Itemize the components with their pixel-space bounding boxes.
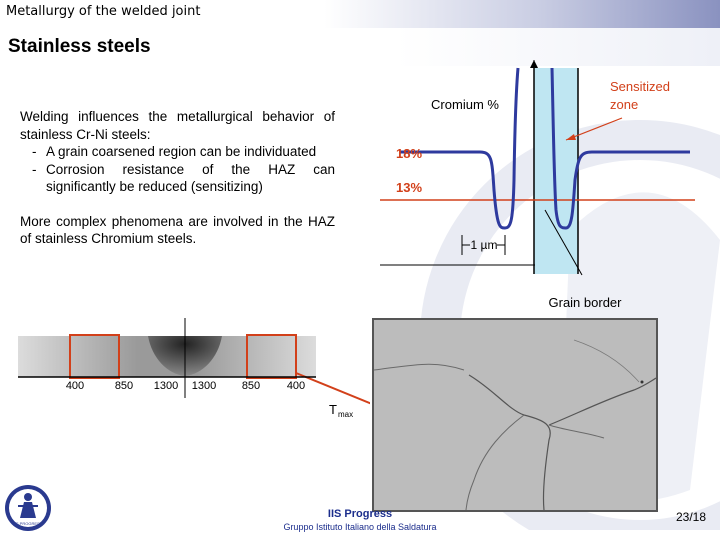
page-number: 23/18 — [675, 510, 706, 524]
level-18-label: 18% — [396, 146, 423, 161]
slide-title: Stainless steels — [8, 36, 151, 57]
list-item — [20, 143, 335, 161]
body-text — [20, 108, 335, 248]
intro-paragraph: Welding influences the metallurgical behavior of stainless Cr-Ni steels: — [20, 109, 335, 142]
chromium-diagram — [360, 60, 700, 310]
level-13-label: 13% — [396, 180, 423, 195]
temp-label: 850 — [241, 380, 261, 392]
bullet-text-2: Corrosion resistance of the HAZ can significantly be reduced (sensitizing) — [46, 161, 335, 194]
grain-border-label: Grain border — [548, 295, 622, 310]
footer-subtitle: Gruppo Istituto Italiano della Saldatura — [283, 522, 437, 532]
tmax-subscript: max — [338, 410, 354, 419]
bullet-text-1: A grain coarsened region can be individuated — [46, 144, 317, 159]
logo-text: IIS PROGRESS — [13, 521, 43, 526]
list-item — [20, 161, 335, 196]
micrograph-image — [372, 318, 658, 512]
tmax-label: T — [329, 402, 337, 417]
temp-label: 1300 — [191, 380, 217, 392]
sensitized-label-line2: zone — [610, 97, 639, 112]
grain-boundaries — [374, 320, 656, 510]
scale-label: 1 µm — [470, 238, 498, 252]
dash-marker: - — [32, 144, 37, 159]
weld-schematic — [18, 318, 370, 422]
sensitized-label-line1: Sensitized — [610, 79, 670, 94]
temp-label: 400 — [65, 380, 85, 392]
temp-label: 1300 — [153, 380, 179, 392]
y-axis-label: Cromium % — [431, 97, 499, 112]
sensitized-zone-band — [534, 68, 578, 274]
footer-org: IIS Progress — [327, 508, 393, 520]
dash-marker: - — [32, 161, 37, 177]
temp-label: 850 — [114, 380, 134, 392]
bullet-list — [20, 143, 335, 196]
closing-paragraph: More complex phenomena are involved in the HAZ of stainless Chromium steels. — [20, 213, 335, 246]
temp-label: 400 — [286, 380, 306, 392]
slide-header: Metallurgy of the welded joint — [6, 4, 201, 19]
